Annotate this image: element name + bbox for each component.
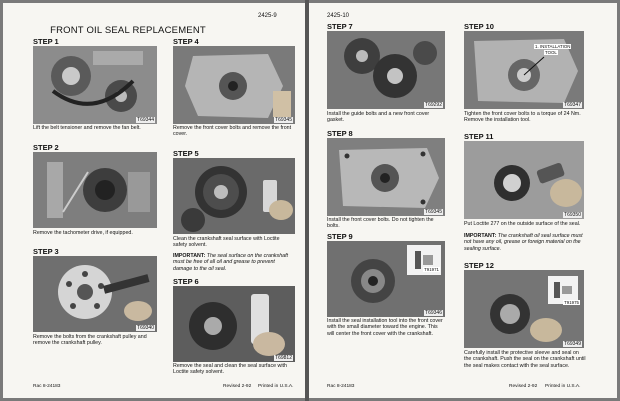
step-11-note-text: The crankshaft oil seal surface must not have any oil, grease or foreign material on the sealing surface. [464, 233, 583, 252]
step-10-tool-label-1: 1. INSTALLATION [535, 44, 571, 49]
step-10-photo-id: T69347 [564, 102, 581, 108]
right-page [309, 3, 617, 398]
step-6-caption: Remove the seal and clean the seal surface with Loctite safety solvent. [173, 363, 287, 376]
step-4-label: STEP 4 [173, 37, 199, 46]
step-9-label: STEP 9 [327, 232, 353, 241]
left-footer-revised: Revised 2-92 [223, 384, 252, 389]
step-12-label: STEP 12 [464, 261, 494, 270]
step-8-photo [327, 138, 445, 216]
step-5-label: STEP 5 [173, 149, 199, 158]
right-footer-revised: Revised 2-92 [509, 384, 538, 389]
step-3-label: STEP 3 [33, 247, 59, 256]
step-3-photo [33, 256, 157, 332]
step-2-photo [33, 152, 157, 228]
left-page [3, 3, 305, 398]
step-11-note-label: IMPORTANT: [464, 233, 497, 239]
right-footer-rev: Rac 8-24183 [327, 384, 355, 389]
step-7-photo-id: T69292 [425, 102, 442, 108]
left-footer-rev: Rac 8-24183 [33, 384, 61, 389]
step-5-note-label: IMPORTANT: [173, 253, 206, 259]
step-2-caption: Remove the tachometer drive, if equipped. [33, 230, 133, 236]
step-1-photo [33, 46, 157, 124]
step-9-inset-label: T91971 [424, 267, 439, 272]
step-10-photo [464, 31, 584, 109]
step-8-caption: Install the front cover bolts. Do not tighten the bolts. [327, 217, 434, 230]
step-1-caption: Lift the belt tensioner and remove the fan belt. [33, 125, 141, 131]
step-5-caption: Clean the crankshaft seal surface with Loctite safety solvent. [173, 236, 280, 249]
step-11-photo [464, 141, 584, 219]
step-10-label: STEP 10 [464, 22, 494, 31]
step-2-label: STEP 2 [33, 143, 59, 152]
step-6-photo [173, 286, 295, 362]
step-10-caption: Tighten the front cover bolts to a torque of 24 Nm. Remove the installation tool. [464, 111, 581, 124]
step-7-caption: Install the guide bolts and a new front cover gasket. [327, 111, 430, 124]
page-title: FRONT OIL SEAL REPLACEMENT [50, 25, 206, 36]
right-page-number: 2425-10 [327, 13, 350, 19]
step-10-tool-label-2: TOOL [545, 50, 557, 55]
step-6-label: STEP 6 [173, 277, 199, 286]
step-12-caption: Carefully install the protective sleeve and seal on the crankshaft. Push the seal on the crankshaft until the seal makes contact with the seal surface. [464, 350, 586, 369]
step-1-label: STEP 1 [33, 37, 59, 46]
left-page-number: 2425-9 [258, 13, 277, 19]
step-11-label: STEP 11 [464, 132, 494, 141]
step-3-photo-id: T69340 [137, 325, 154, 331]
step-11-caption: Put Loctite 277 on the outside surface of the seal. [464, 221, 581, 227]
step-9-caption: Install the seal installation tool into the front cover with the small diameter toward the engine. This will center the front cover with the crankshaft. [327, 318, 443, 337]
step-11-note [464, 233, 586, 252]
step-11-photo-id: T69350 [564, 212, 581, 218]
step-7-photo [327, 31, 445, 109]
left-footer-printed: Printed in U.S.A. [258, 384, 294, 389]
step-7-label: STEP 7 [327, 22, 353, 31]
step-12-photo-id: T69349 [564, 341, 581, 347]
step-5-photo [173, 158, 295, 234]
right-footer-printed: Printed in U.S.A. [545, 384, 581, 389]
step-5-note-text: The seal surface on the crankshaft must be free of all oil and grease to prevent damage to the oil seal. [173, 253, 289, 272]
step-4-photo-id: T69345 [275, 117, 292, 123]
step-3-caption: Remove the bolts from the crankshaft pulley and remove the crankshaft pulley. [33, 334, 147, 347]
step-9-photo [327, 241, 445, 317]
step-8-photo-id: T69345 [425, 209, 442, 215]
step-5-note [173, 253, 295, 272]
step-9-photo-id: T69346 [425, 310, 442, 316]
step-1-photo-id: T69344 [137, 117, 154, 123]
step-4-photo [173, 46, 295, 124]
step-6-photo-id: T69812 [275, 355, 292, 361]
step-4-caption: Remove the front cover bolts and remove the front cover. [173, 125, 292, 138]
step-8-label: STEP 8 [327, 129, 353, 138]
step-12-photo [464, 270, 584, 348]
step-12-inset-label: T91975 [564, 300, 579, 305]
